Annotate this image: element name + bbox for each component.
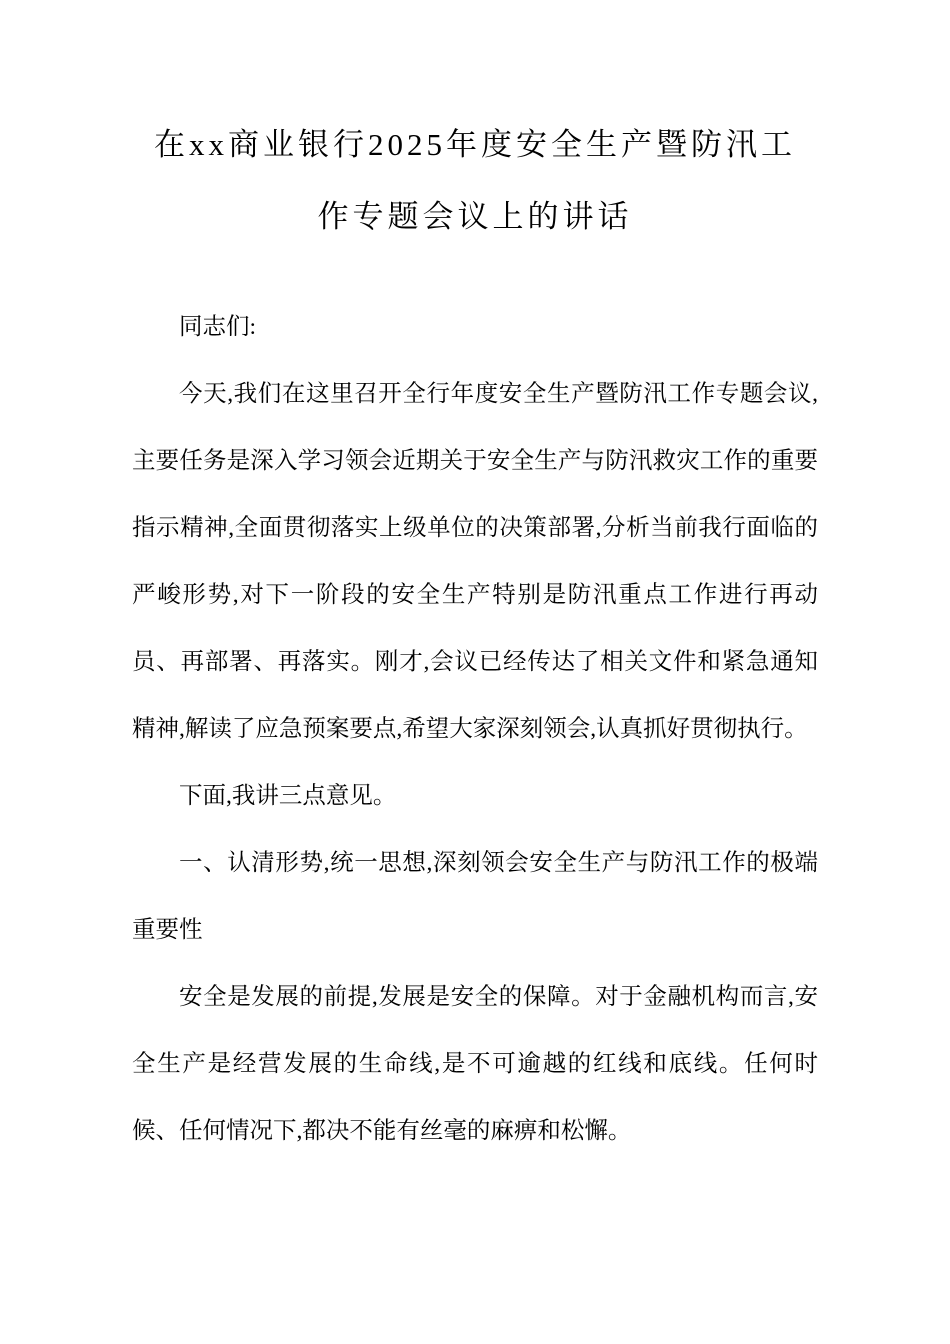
paragraph-salutation: 同志们:: [179, 314, 257, 340]
document-body: [132, 294, 818, 1165]
paragraph-section-heading-1: 一、认清形势,统一思想,深刻领会安全生产与防汛工作的极端重要性: [132, 850, 818, 943]
paragraph-opening: 今天,我们在这里召开全行年度安全生产暨防汛工作专题会议,主要任务是深入学习领会近期关于安全生产与防汛救灾工作的重要指示精神,全面贯彻落实上级单位的决策部署,分析当前我行面临的严峻形势,对下一阶段的安全生产特别是防汛重点工作进行再动员、再部署、再落实。刚才,会议已经传达了相关文件和紧急通知精神,解读了应急预案要点,希望大家深刻领会,认真抓好贯彻执行。: [132, 381, 818, 742]
document-title: 在xx商业银行2025年度安全生产暨防汛工作专题会议上的讲话: [154, 127, 796, 234]
paragraph-section-1-body: 安全是发展的前提,发展是安全的保障。对于金融机构而言,安全生产是经营发展的生命线,是不可逾越的红线和底线。任何时候、任何情况下,都决不能有丝毫的麻痹和松懈。: [132, 984, 818, 1144]
paragraph-transition: 下面,我讲三点意见。: [179, 783, 397, 809]
